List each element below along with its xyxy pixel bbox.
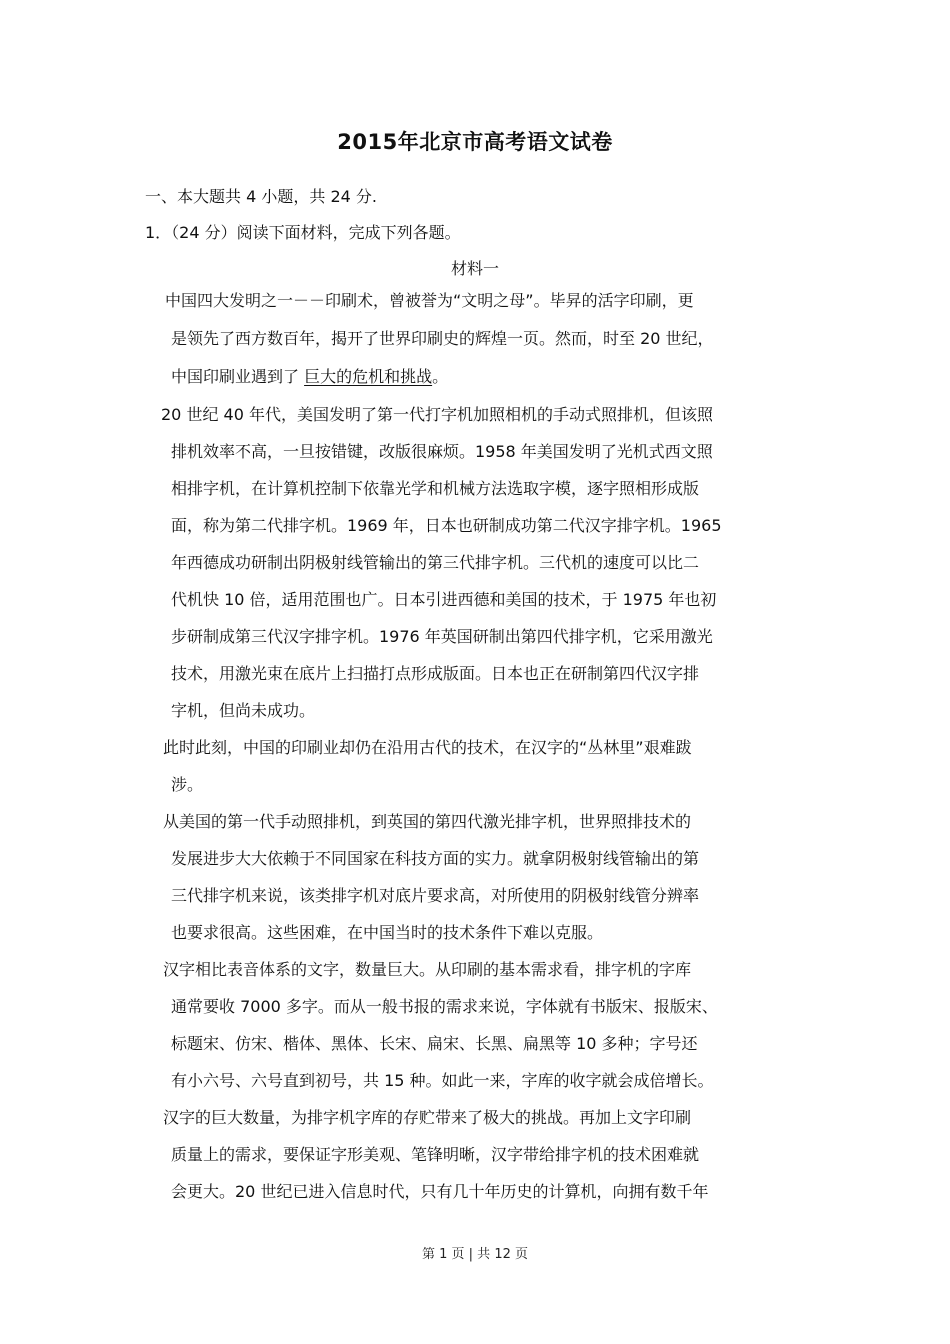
- paragraph-line: 此时此刻，中国的印刷业却仍在沿用古代的技术，在汉字的“丛林里”艰难跋: [163, 738, 692, 757]
- paragraph-line: 代机快 10 倍，适用范围也广。日本引进西德和美国的技术，于 1975 年也初: [171, 590, 717, 609]
- question-prompt: 1．（24 分）阅读下面材料，完成下列各题。: [145, 223, 461, 242]
- paragraph-line: 是领先了西方数百年，揭开了世界印刷史的辉煌一页。然而，时至 20 世纪，: [171, 329, 714, 348]
- paragraph-line: 也要求很高。这些困难，在中国当时的技术条件下难以克服。: [171, 923, 604, 942]
- paragraph-line: 标题宋、仿宋、楷体、黑体、长宋、扁宋、长黑、扁黑等 10 多种；字号还: [171, 1034, 698, 1053]
- paragraph-line: 年西德成功研制出阴极射线管输出的第三代排字机。三代机的速度可以比二: [171, 553, 700, 572]
- page-footer: 第 1 页 | 共 12 页: [422, 1247, 528, 1262]
- line-prefix: 中国印刷业遇到了: [171, 367, 305, 386]
- paragraph-line: 汉字的巨大数量，为排字机字库的存贮带来了极大的挑战。再加上文字印刷: [163, 1108, 692, 1127]
- paragraph-line: 步研制成第三代汉字排字机。1976 年英国研制出第四代排字机，它采用激光: [171, 627, 713, 646]
- underlined-phrase: 巨大的危机和挑战: [304, 367, 433, 386]
- material-title: 材料一: [450, 259, 499, 278]
- paragraph-line: 字机，但尚未成功。: [171, 701, 316, 720]
- paragraph-line: 20 世纪 40 年代，美国发明了第一代打字机加照相机的手动式照排机，但该照: [161, 405, 713, 424]
- paragraph-line: 三代排字机来说，该类排字机对底片要求高，对所使用的阴极射线管分辨率: [171, 886, 700, 905]
- paragraph-line: 通常要收 7000 多字。而从一般书报的需求来说，字体就有书版宋、报版宋、: [171, 997, 718, 1016]
- paragraph-line: 发展进步大大依赖于不同国家在科技方面的实力。就拿阴极射线管输出的第: [171, 849, 700, 868]
- paragraph-line: 会更大。20 世纪已进入信息时代，只有几十年历史的计算机，向拥有数千年: [171, 1182, 709, 1201]
- section-heading: 一、本大题共 4 小题，共 24 分.: [145, 187, 377, 206]
- paragraph-line: 面，称为第二代排字机。1969 年，日本也研制成功第二代汉字排字机。1965: [171, 516, 722, 535]
- paragraph-line: 汉字相比表音体系的文字，数量巨大。从印刷的基本需求看，排字机的字库: [163, 960, 692, 979]
- page-title: 2015年北京市高考语文试卷: [337, 130, 613, 154]
- paragraph-line-with-underline: [171, 365, 448, 389]
- paragraph-line: 技术，用激光束在底片上扫描打点形成版面。日本也正在研制第四代汉字排: [171, 664, 700, 683]
- paragraph-line: 中国四大发明之一－－印刷术，曾被誉为“文明之母”。毕昇的活字印刷，更: [165, 291, 694, 310]
- line-suffix: 。: [432, 367, 449, 386]
- paragraph-line: 从美国的第一代手动照排机，到英国的第四代激光排字机，世界照排技术的: [163, 812, 692, 831]
- paragraph-line: 排机效率不高，一旦按错键，改版很麻烦。1958 年美国发明了光机式西文照: [171, 442, 713, 461]
- paragraph-line: 相排字机，在计算机控制下依靠光学和机械方法选取字模，逐字照相形成版: [171, 479, 700, 498]
- paragraph-line: 有小六号、六号直到初号，共 15 种。如此一来，字库的收字就会成倍增长。: [171, 1071, 714, 1090]
- paragraph-line: 质量上的需求，要保证字形美观、笔锋明晰，汉字带给排字机的技术困难就: [171, 1145, 700, 1164]
- paragraph-line: 涉。: [171, 775, 204, 794]
